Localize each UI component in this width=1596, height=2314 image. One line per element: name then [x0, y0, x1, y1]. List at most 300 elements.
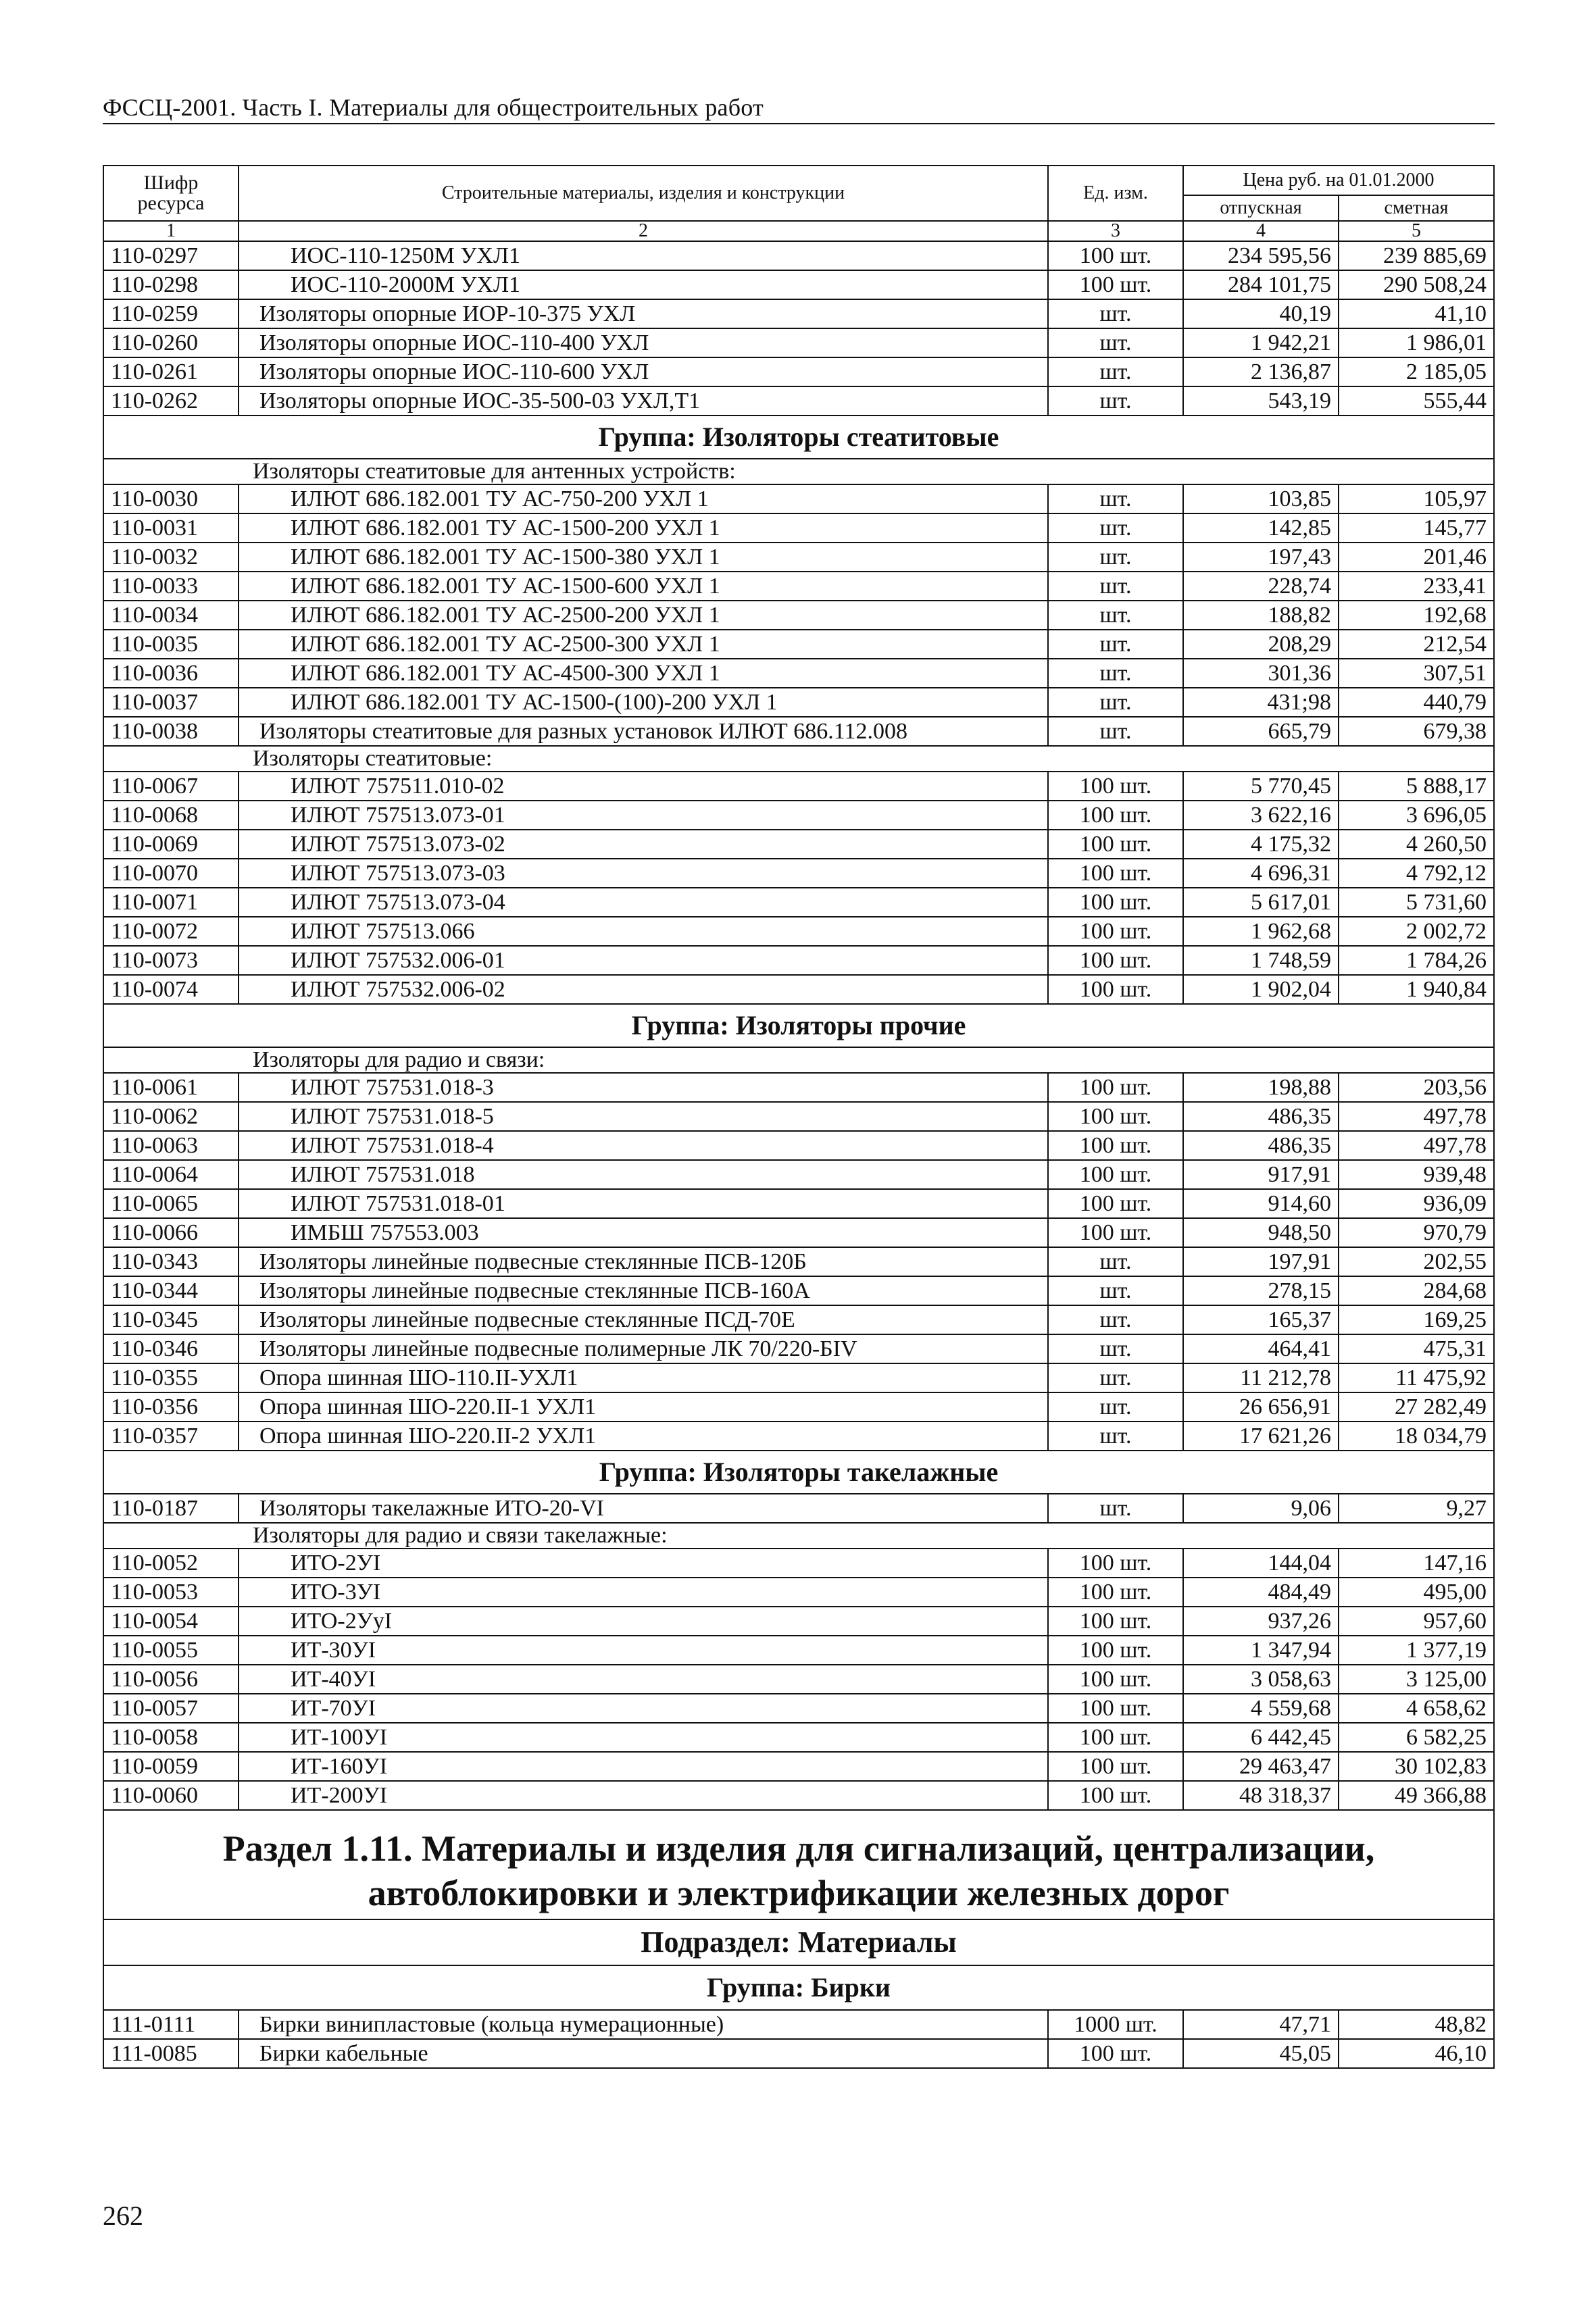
release-price: 917,91: [1183, 1160, 1339, 1189]
material-name: ИЛЮТ 686.182.001 ТУ АС-2500-300 УХЛ 1: [239, 630, 1048, 659]
release-price: 45,05: [1183, 2039, 1339, 2068]
estimate-price: 212,54: [1339, 630, 1494, 659]
col-header-name: Строительные материалы, изделия и конструкции: [239, 166, 1048, 221]
table-row: [103, 1363, 1494, 1392]
release-price: 543,19: [1183, 386, 1339, 416]
material-name: ИЛЮТ 757532.006-01: [239, 946, 1048, 975]
table-row: [103, 1422, 1494, 1451]
resource-code: 110-0069: [103, 830, 239, 859]
resource-code: 110-0035: [103, 630, 239, 659]
material-name: ИЛЮТ 757513.073-03: [239, 859, 1048, 888]
table-row: [103, 1073, 1494, 1102]
unit-cell: шт.: [1048, 299, 1183, 328]
table-row: [103, 1218, 1494, 1247]
resource-code: 110-0062: [103, 1102, 239, 1131]
resource-code: 110-0065: [103, 1189, 239, 1218]
release-price: 486,35: [1183, 1102, 1339, 1131]
release-price: 301,36: [1183, 659, 1339, 688]
release-price: 1 748,59: [1183, 946, 1339, 975]
resource-code: 110-0068: [103, 801, 239, 830]
unit-cell: 100 шт.: [1048, 1723, 1183, 1752]
subgroup-heading: Изоляторы для радио и связи:: [103, 1047, 1494, 1073]
estimate-price: 4 792,12: [1339, 859, 1494, 888]
unit-cell: 100 шт.: [1048, 975, 1183, 1004]
table-row: [103, 513, 1494, 543]
table-row: [103, 946, 1494, 975]
resource-code: 110-0036: [103, 659, 239, 688]
col-header-release-price: отпускная: [1183, 195, 1339, 221]
material-name: Изоляторы опорные ИОР-10-375 УХЛ: [239, 299, 1048, 328]
unit-cell: 100 шт.: [1048, 946, 1183, 975]
resource-code: 110-0059: [103, 1752, 239, 1781]
estimate-price: 440,79: [1339, 688, 1494, 717]
table-row: [103, 772, 1494, 801]
estimate-price: 284,68: [1339, 1276, 1494, 1305]
material-name: Изоляторы линейные подвесные стеклянные ПСД-70Е: [239, 1305, 1048, 1334]
material-name: ИЛЮТ 757531.018: [239, 1160, 1048, 1189]
resource-code: 110-0056: [103, 1665, 239, 1694]
resource-code: 110-0032: [103, 543, 239, 572]
subgroup-row: [103, 1523, 1494, 1549]
unit-cell: шт.: [1048, 1392, 1183, 1422]
unit-cell: 100 шт.: [1048, 772, 1183, 801]
col-header-unit: Ед. изм.: [1048, 166, 1183, 221]
material-name: ИЛЮТ 757513.066: [239, 917, 1048, 946]
material-name: ИЛЮТ 686.182.001 ТУ АС-750-200 УХЛ 1: [239, 484, 1048, 513]
estimate-price: 307,51: [1339, 659, 1494, 688]
resource-code: 110-0343: [103, 1247, 239, 1276]
table-row: [103, 801, 1494, 830]
subgroup-row: [103, 459, 1494, 484]
unit-cell: 100 шт.: [1048, 1636, 1183, 1665]
resource-code: 110-0058: [103, 1723, 239, 1752]
table-row: [103, 1752, 1494, 1781]
price-table: [103, 165, 1495, 2069]
material-name: ИЛЮТ 757513.073-01: [239, 801, 1048, 830]
unit-cell: 100 шт.: [1048, 2039, 1183, 2068]
release-price: 1 347,94: [1183, 1636, 1339, 1665]
resource-code: 110-0030: [103, 484, 239, 513]
table-row: [103, 357, 1494, 386]
estimate-price: 1 377,19: [1339, 1636, 1494, 1665]
unit-cell: шт.: [1048, 1334, 1183, 1363]
resource-code: 110-0345: [103, 1305, 239, 1334]
unit-cell: 100 шт.: [1048, 1102, 1183, 1131]
resource-code: 110-0355: [103, 1363, 239, 1392]
unit-cell: шт.: [1048, 357, 1183, 386]
table-row: [103, 630, 1494, 659]
col-number: 4: [1183, 221, 1339, 241]
estimate-price: 169,25: [1339, 1305, 1494, 1334]
unit-cell: шт.: [1048, 543, 1183, 572]
col-number: 1: [103, 221, 239, 241]
unit-cell: 100 шт.: [1048, 1665, 1183, 1694]
price-table-container: [103, 165, 1493, 2069]
table-row: [103, 975, 1494, 1004]
material-name: ИТО-2УI: [239, 1549, 1048, 1578]
subsection-heading: Подраздел: Материалы: [103, 1919, 1494, 1965]
release-price: 1 902,04: [1183, 975, 1339, 1004]
table-row: [103, 1723, 1494, 1752]
estimate-price: 239 885,69: [1339, 241, 1494, 270]
subgroup-row: [103, 746, 1494, 772]
unit-cell: шт.: [1048, 1247, 1183, 1276]
unit-cell: шт.: [1048, 601, 1183, 630]
estimate-price: 939,48: [1339, 1160, 1494, 1189]
material-name: Опора шинная ШО-220.II-1 УХЛ1: [239, 1392, 1048, 1422]
estimate-price: 4 658,62: [1339, 1694, 1494, 1723]
estimate-price: 1 986,01: [1339, 328, 1494, 357]
estimate-price: 957,60: [1339, 1607, 1494, 1636]
estimate-price: 4 260,50: [1339, 830, 1494, 859]
unit-cell: 1000 шт.: [1048, 2010, 1183, 2039]
table-row: [103, 1636, 1494, 1665]
release-price: 17 621,26: [1183, 1422, 1339, 1451]
table-row: [103, 659, 1494, 688]
table-row: [103, 1578, 1494, 1607]
material-name: ИТ-40УI: [239, 1665, 1048, 1694]
estimate-price: 18 034,79: [1339, 1422, 1494, 1451]
resource-code: 110-0356: [103, 1392, 239, 1422]
table-row: [103, 1694, 1494, 1723]
release-price: 3 622,16: [1183, 801, 1339, 830]
material-name: Изоляторы опорные ИОС-110-400 УХЛ: [239, 328, 1048, 357]
release-price: 5 617,01: [1183, 888, 1339, 917]
subgroup-heading: Изоляторы для радио и связи такелажные:: [103, 1523, 1494, 1549]
material-name: ИЛЮТ 757532.006-02: [239, 975, 1048, 1004]
material-name: ИТ-100УI: [239, 1723, 1048, 1752]
subgroup-heading: Изоляторы стеатитовые для антенных устройств:: [103, 459, 1494, 484]
unit-cell: 100 шт.: [1048, 888, 1183, 917]
resource-code: 110-0346: [103, 1334, 239, 1363]
material-name: ИЛЮТ 757531.018-01: [239, 1189, 1048, 1218]
table-row: [103, 2039, 1494, 2068]
table-row: [103, 1334, 1494, 1363]
resource-code: 110-0031: [103, 513, 239, 543]
table-row: [103, 1781, 1494, 1810]
material-name: Изоляторы линейные подвесные стеклянные ПСВ-160А: [239, 1276, 1048, 1305]
release-price: 47,71: [1183, 2010, 1339, 2039]
unit-cell: 100 шт.: [1048, 1160, 1183, 1189]
material-name: Изоляторы стеатитовые для разных установок ИЛЮТ 686.112.008: [239, 717, 1048, 746]
material-name: ИЛЮТ 757513.073-04: [239, 888, 1048, 917]
estimate-price: 2 002,72: [1339, 917, 1494, 946]
unit-cell: шт.: [1048, 659, 1183, 688]
material-name: Изоляторы линейные подвесные стеклянные ПСВ-120Б: [239, 1247, 1048, 1276]
table-body: [103, 241, 1494, 2068]
unit-cell: 100 шт.: [1048, 1694, 1183, 1723]
unit-cell: шт.: [1048, 513, 1183, 543]
release-price: 4 559,68: [1183, 1694, 1339, 1723]
release-price: 197,43: [1183, 543, 1339, 572]
material-name: ИЛЮТ 686.182.001 ТУ АС-1500-(100)-200 УХЛ 1: [239, 688, 1048, 717]
table-row: [103, 1665, 1494, 1694]
unit-cell: шт.: [1048, 1276, 1183, 1305]
estimate-price: 3 696,05: [1339, 801, 1494, 830]
estimate-price: 201,46: [1339, 543, 1494, 572]
material-name: Бирки винипластовые (кольца нумерационные): [239, 2010, 1048, 2039]
unit-cell: шт.: [1048, 1363, 1183, 1392]
table-row: [103, 1305, 1494, 1334]
material-name: Опора шинная ШО-220.II-2 УХЛ1: [239, 1422, 1048, 1451]
group-row: [103, 1451, 1494, 1494]
unit-cell: 100 шт.: [1048, 1752, 1183, 1781]
group-row: [103, 1004, 1494, 1047]
estimate-price: 30 102,83: [1339, 1752, 1494, 1781]
table-row: [103, 888, 1494, 917]
resource-code: 110-0052: [103, 1549, 239, 1578]
estimate-price: 475,31: [1339, 1334, 1494, 1363]
resource-code: 110-0073: [103, 946, 239, 975]
col-header-estimate-price: сметная: [1339, 195, 1494, 221]
col-header-price: Цена руб. на 01.01.2000: [1183, 166, 1494, 195]
resource-code: 110-0057: [103, 1694, 239, 1723]
unit-cell: шт.: [1048, 386, 1183, 416]
release-price: 198,88: [1183, 1073, 1339, 1102]
release-price: 103,85: [1183, 484, 1339, 513]
resource-code: 110-0033: [103, 572, 239, 601]
material-name: ИЛЮТ 757513.073-02: [239, 830, 1048, 859]
release-price: 144,04: [1183, 1549, 1339, 1578]
material-name: ИОС-110-2000М УХЛ1: [239, 270, 1048, 299]
material-name: ИЛЮТ 686.182.001 ТУ АС-1500-600 УХЛ 1: [239, 572, 1048, 601]
material-name: ИЛЮТ 757511.010-02: [239, 772, 1048, 801]
group-heading: Группа: Изоляторы такелажные: [103, 1451, 1494, 1494]
release-price: 165,37: [1183, 1305, 1339, 1334]
release-price: 11 212,78: [1183, 1363, 1339, 1392]
table-row: [103, 1102, 1494, 1131]
unit-cell: 100 шт.: [1048, 1578, 1183, 1607]
release-price: 5 770,45: [1183, 772, 1339, 801]
release-price: 486,35: [1183, 1131, 1339, 1160]
unit-cell: шт.: [1048, 630, 1183, 659]
group-heading: Группа: Бирки: [103, 1965, 1494, 2010]
unit-cell: 100 шт.: [1048, 1607, 1183, 1636]
unit-cell: шт.: [1048, 572, 1183, 601]
material-name: ИЛЮТ 757531.018-3: [239, 1073, 1048, 1102]
page-header: ФССЦ-2001. Часть I. Материалы для общестроительных работ: [103, 93, 1495, 124]
table-row: [103, 859, 1494, 888]
unit-cell: шт.: [1048, 1494, 1183, 1523]
unit-cell: шт.: [1048, 1422, 1183, 1451]
estimate-price: 192,68: [1339, 601, 1494, 630]
resource-code: 111-0111: [103, 2010, 239, 2039]
release-price: 1 962,68: [1183, 917, 1339, 946]
table-row: [103, 2010, 1494, 2039]
unit-cell: 100 шт.: [1048, 1218, 1183, 1247]
estimate-price: 679,38: [1339, 717, 1494, 746]
unit-cell: 100 шт.: [1048, 1073, 1183, 1102]
estimate-price: 1 784,26: [1339, 946, 1494, 975]
release-price: 914,60: [1183, 1189, 1339, 1218]
material-name: ИТО-2УуI: [239, 1607, 1048, 1636]
section-heading: Раздел 1.11. Материалы и изделия для сигнализаций, централизации, автоблокировки и электрификации железных дорог: [103, 1810, 1494, 1919]
resource-code: 110-0074: [103, 975, 239, 1004]
estimate-price: 497,78: [1339, 1131, 1494, 1160]
col-number: 5: [1339, 221, 1494, 241]
resource-code: 110-0054: [103, 1607, 239, 1636]
estimate-price: 41,10: [1339, 299, 1494, 328]
material-name: Изоляторы опорные ИОС-35-500-03 УХЛ,Т1: [239, 386, 1048, 416]
resource-code: 110-0344: [103, 1276, 239, 1305]
table-row: [103, 1247, 1494, 1276]
subgroup-row: [103, 1047, 1494, 1073]
table-row: [103, 299, 1494, 328]
resource-code: 110-0067: [103, 772, 239, 801]
resource-code: 110-0055: [103, 1636, 239, 1665]
estimate-price: 5 731,60: [1339, 888, 1494, 917]
release-price: 284 101,75: [1183, 270, 1339, 299]
material-name: ИТ-160УI: [239, 1752, 1048, 1781]
release-price: 278,15: [1183, 1276, 1339, 1305]
release-price: 26 656,91: [1183, 1392, 1339, 1422]
unit-cell: 100 шт.: [1048, 917, 1183, 946]
material-name: Изоляторы линейные подвесные полимерные ЛК 70/220-БIV: [239, 1334, 1048, 1363]
col-number: 3: [1048, 221, 1183, 241]
estimate-price: 555,44: [1339, 386, 1494, 416]
resource-code: 110-0038: [103, 717, 239, 746]
estimate-price: 203,56: [1339, 1073, 1494, 1102]
resource-code: 110-0262: [103, 386, 239, 416]
release-price: 9,06: [1183, 1494, 1339, 1523]
unit-cell: 100 шт.: [1048, 1189, 1183, 1218]
material-name: ИТ-200УI: [239, 1781, 1048, 1810]
unit-cell: шт.: [1048, 484, 1183, 513]
material-name: ИЛЮТ 686.182.001 ТУ АС-4500-300 УХЛ 1: [239, 659, 1048, 688]
material-name: Изоляторы опорные ИОС-110-600 УХЛ: [239, 357, 1048, 386]
material-name: ИТО-3УI: [239, 1578, 1048, 1607]
release-price: 484,49: [1183, 1578, 1339, 1607]
table-row: [103, 1276, 1494, 1305]
resource-code: 110-0187: [103, 1494, 239, 1523]
resource-code: 110-0063: [103, 1131, 239, 1160]
estimate-price: 970,79: [1339, 1218, 1494, 1247]
unit-cell: шт.: [1048, 1305, 1183, 1334]
material-name: ИЛЮТ 686.182.001 ТУ АС-2500-200 УХЛ 1: [239, 601, 1048, 630]
material-name: Изоляторы такелажные ИТО-20-VI: [239, 1494, 1048, 1523]
release-price: 948,50: [1183, 1218, 1339, 1247]
estimate-price: 105,97: [1339, 484, 1494, 513]
resource-code: 110-0260: [103, 328, 239, 357]
table-row: [103, 830, 1494, 859]
group-heading: Группа: Изоляторы прочие: [103, 1004, 1494, 1047]
subgroup-heading: Изоляторы стеатитовые:: [103, 746, 1494, 772]
section-row: [103, 1810, 1494, 1919]
release-price: 208,29: [1183, 630, 1339, 659]
release-price: 48 318,37: [1183, 1781, 1339, 1810]
resource-code: 110-0037: [103, 688, 239, 717]
table-row: [103, 543, 1494, 572]
table-row: [103, 1392, 1494, 1422]
resource-code: 110-0259: [103, 299, 239, 328]
resource-code: 110-0297: [103, 241, 239, 270]
unit-cell: 100 шт.: [1048, 1549, 1183, 1578]
resource-code: 111-0085: [103, 2039, 239, 2068]
unit-cell: 100 шт.: [1048, 859, 1183, 888]
material-name: ИОС-110-1250М УХЛ1: [239, 241, 1048, 270]
table-row: [103, 241, 1494, 270]
resource-code: 110-0357: [103, 1422, 239, 1451]
unit-cell: 100 шт.: [1048, 801, 1183, 830]
resource-code: 110-0034: [103, 601, 239, 630]
estimate-price: 202,55: [1339, 1247, 1494, 1276]
estimate-price: 48,82: [1339, 2010, 1494, 2039]
estimate-price: 5 888,17: [1339, 772, 1494, 801]
release-price: 1 942,21: [1183, 328, 1339, 357]
material-name: ИТ-70УI: [239, 1694, 1048, 1723]
estimate-price: 233,41: [1339, 572, 1494, 601]
material-name: Опора шинная ШО-110.II-УХЛ1: [239, 1363, 1048, 1392]
material-name: ИЛЮТ 686.182.001 ТУ АС-1500-200 УХЛ 1: [239, 513, 1048, 543]
estimate-price: 2 185,05: [1339, 357, 1494, 386]
estimate-price: 290 508,24: [1339, 270, 1494, 299]
release-price: 937,26: [1183, 1607, 1339, 1636]
release-price: 6 442,45: [1183, 1723, 1339, 1752]
estimate-price: 497,78: [1339, 1102, 1494, 1131]
release-price: 4 696,31: [1183, 859, 1339, 888]
release-price: 197,91: [1183, 1247, 1339, 1276]
release-price: 142,85: [1183, 513, 1339, 543]
table-row: [103, 1607, 1494, 1636]
unit-cell: 100 шт.: [1048, 1781, 1183, 1810]
table-row: [103, 328, 1494, 357]
resource-code: 110-0070: [103, 859, 239, 888]
page-number: 262: [103, 2200, 143, 2231]
group-row: [103, 1965, 1494, 2010]
resource-code: 110-0053: [103, 1578, 239, 1607]
estimate-price: 145,77: [1339, 513, 1494, 543]
material-name: Бирки кабельные: [239, 2039, 1048, 2068]
estimate-price: 495,00: [1339, 1578, 1494, 1607]
estimate-price: 27 282,49: [1339, 1392, 1494, 1422]
estimate-price: 11 475,92: [1339, 1363, 1494, 1392]
release-price: 665,79: [1183, 717, 1339, 746]
resource-code: 110-0261: [103, 357, 239, 386]
release-price: 234 595,56: [1183, 241, 1339, 270]
col-header-code: Шифр ресурса: [103, 166, 239, 221]
table-row: [103, 1131, 1494, 1160]
release-price: 431;98: [1183, 688, 1339, 717]
material-name: ИТ-30УI: [239, 1636, 1048, 1665]
release-price: 4 175,32: [1183, 830, 1339, 859]
release-price: 228,74: [1183, 572, 1339, 601]
estimate-price: 9,27: [1339, 1494, 1494, 1523]
group-heading: Группа: Изоляторы стеатитовые: [103, 416, 1494, 459]
estimate-price: 147,16: [1339, 1549, 1494, 1578]
release-price: 464,41: [1183, 1334, 1339, 1363]
estimate-price: 1 940,84: [1339, 975, 1494, 1004]
unit-cell: 100 шт.: [1048, 1131, 1183, 1160]
table-row: [103, 917, 1494, 946]
estimate-price: 3 125,00: [1339, 1665, 1494, 1694]
table-row: [103, 717, 1494, 746]
table-row: [103, 601, 1494, 630]
material-name: ИЛЮТ 757531.018-4: [239, 1131, 1048, 1160]
unit-cell: шт.: [1048, 328, 1183, 357]
material-name: ИЛЮТ 686.182.001 ТУ АС-1500-380 УХЛ 1: [239, 543, 1048, 572]
release-price: 188,82: [1183, 601, 1339, 630]
estimate-price: 936,09: [1339, 1189, 1494, 1218]
unit-cell: 100 шт.: [1048, 830, 1183, 859]
table-row: [103, 1494, 1494, 1523]
table-row: [103, 270, 1494, 299]
resource-code: 110-0071: [103, 888, 239, 917]
table-row: [103, 386, 1494, 416]
resource-code: 110-0064: [103, 1160, 239, 1189]
resource-code: 110-0066: [103, 1218, 239, 1247]
estimate-price: 6 582,25: [1339, 1723, 1494, 1752]
release-price: 2 136,87: [1183, 357, 1339, 386]
